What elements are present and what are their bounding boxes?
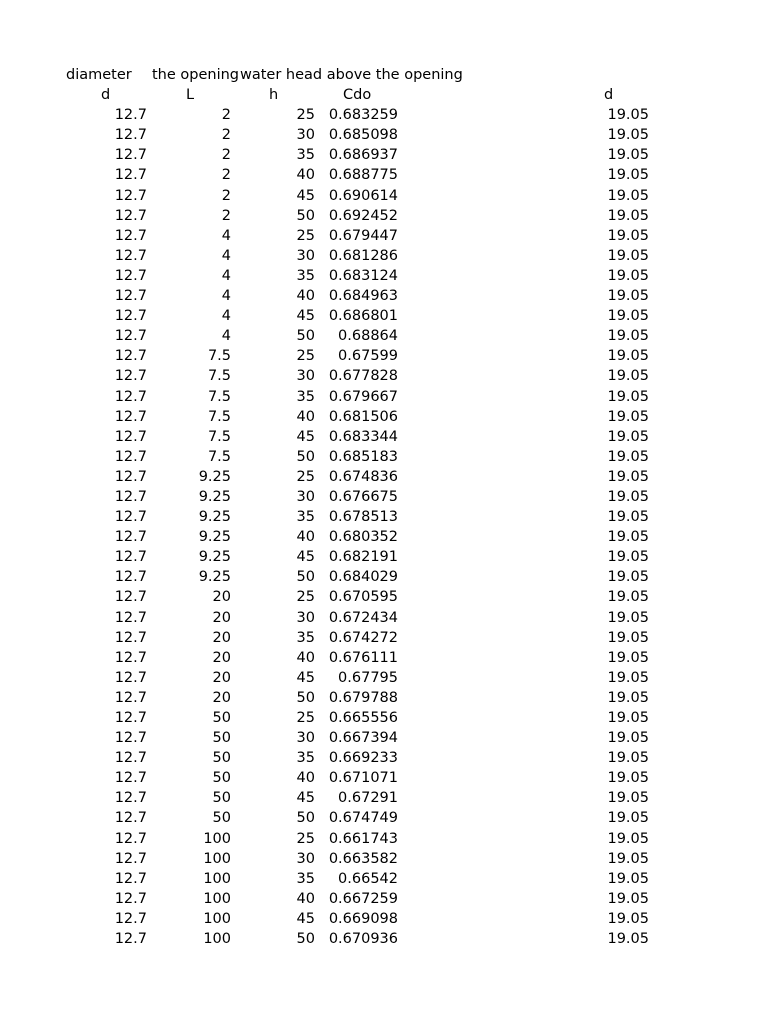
cell-d2: 19.05 <box>607 509 649 526</box>
cell-d: 12.7 <box>114 609 147 626</box>
cell-cdo: 0.68864 <box>338 328 398 345</box>
table-row <box>0 105 768 125</box>
cell-cdo: 0.669233 <box>328 750 398 767</box>
cell-L: 2 <box>221 107 231 124</box>
cell-d: 12.7 <box>114 569 147 586</box>
cell-L: 2 <box>221 127 231 144</box>
cell-d: 12.7 <box>114 328 147 345</box>
header-h: h <box>269 87 279 104</box>
cell-h: 30 <box>296 850 315 867</box>
cell-d2: 19.05 <box>607 187 649 204</box>
cell-h: 45 <box>296 187 315 204</box>
cell-d2: 19.05 <box>607 931 649 948</box>
cell-d: 12.7 <box>114 710 147 726</box>
cell-h: 35 <box>296 870 315 887</box>
table-row <box>0 547 768 567</box>
data-rows <box>0 105 768 949</box>
table-row <box>0 567 768 587</box>
cell-L: 50 <box>212 750 231 767</box>
cell-d: 12.7 <box>114 388 147 405</box>
cell-cdo: 0.676675 <box>328 488 398 505</box>
table-row <box>0 849 768 869</box>
cell-d2: 19.05 <box>607 870 649 887</box>
cell-d2: 19.05 <box>607 850 649 867</box>
table-row <box>0 346 768 366</box>
cell-L: 2 <box>221 187 231 204</box>
table-row <box>0 467 768 487</box>
cell-cdo: 0.684029 <box>328 569 398 586</box>
cell-cdo: 0.672434 <box>328 609 398 626</box>
table-row <box>0 427 768 447</box>
header-d2: d <box>604 87 614 104</box>
header-opening: the opening <box>152 67 240 83</box>
cell-cdo: 0.671071 <box>328 770 398 787</box>
cell-h: 50 <box>296 448 315 465</box>
cell-cdo: 0.681506 <box>328 408 398 425</box>
cell-cdo: 0.67291 <box>338 790 398 807</box>
cell-d: 12.7 <box>114 428 147 445</box>
table-row <box>0 165 768 185</box>
cell-cdo: 0.683124 <box>328 267 398 284</box>
cell-h: 30 <box>296 730 315 747</box>
cell-L: 100 <box>203 890 231 907</box>
cell-L: 20 <box>212 629 231 646</box>
table-row <box>0 788 768 808</box>
cell-L: 7.5 <box>207 348 231 365</box>
cell-d: 12.7 <box>114 549 147 566</box>
cell-d2: 19.05 <box>607 368 649 385</box>
cell-L: 4 <box>221 328 231 345</box>
cell-d: 12.7 <box>114 348 147 365</box>
cell-cdo: 0.667394 <box>328 730 398 747</box>
cell-L: 4 <box>221 247 231 264</box>
cell-d: 12.7 <box>114 910 147 927</box>
header-L: L <box>186 87 195 104</box>
cell-d: 12.7 <box>114 810 147 827</box>
cell-L: 2 <box>221 147 231 164</box>
cell-d: 12.7 <box>114 247 147 264</box>
cell-L: 4 <box>221 288 231 305</box>
cell-h: 25 <box>296 107 315 124</box>
cell-d2: 19.05 <box>607 428 649 445</box>
table-row <box>0 587 768 607</box>
cell-d: 12.7 <box>114 408 147 425</box>
cell-L: 2 <box>221 167 231 184</box>
cell-d2: 19.05 <box>607 267 649 284</box>
cell-cdo: 0.688775 <box>328 167 398 184</box>
cell-h: 50 <box>296 328 315 345</box>
cell-h: 40 <box>296 529 315 546</box>
cell-cdo: 0.670595 <box>328 589 398 606</box>
cell-L: 7.5 <box>207 448 231 465</box>
table-row <box>0 387 768 407</box>
cell-cdo: 0.661743 <box>328 830 398 847</box>
cell-h: 30 <box>296 368 315 385</box>
table-row <box>0 628 768 648</box>
cell-L: 100 <box>203 870 231 887</box>
table-row <box>0 226 768 246</box>
table-row <box>0 889 768 909</box>
cell-d: 12.7 <box>114 529 147 546</box>
cell-cdo: 0.682191 <box>328 549 398 566</box>
cell-cdo: 0.681286 <box>328 247 398 264</box>
cell-d2: 19.05 <box>607 730 649 747</box>
header-diameter: diameter <box>66 67 132 83</box>
cell-d: 12.7 <box>114 127 147 144</box>
cell-cdo: 0.685098 <box>328 127 398 144</box>
table-row <box>0 407 768 427</box>
header-row-1 <box>0 65 768 85</box>
cell-d: 12.7 <box>114 770 147 787</box>
cell-d: 12.7 <box>114 870 147 887</box>
cell-d: 12.7 <box>114 689 147 706</box>
cell-L: 50 <box>212 730 231 747</box>
cell-h: 50 <box>296 569 315 586</box>
cell-d2: 19.05 <box>607 288 649 305</box>
cell-cdo: 0.66542 <box>338 870 398 887</box>
table-row <box>0 266 768 286</box>
cell-h: 25 <box>296 468 315 485</box>
table-row <box>0 507 768 527</box>
cell-d2: 19.05 <box>607 609 649 626</box>
data-sheet <box>0 65 768 949</box>
cell-cdo: 0.674749 <box>328 810 398 827</box>
table-row <box>0 145 768 165</box>
cell-cdo: 0.663582 <box>328 850 398 867</box>
cell-h: 25 <box>296 830 315 847</box>
cell-cdo: 0.67795 <box>338 669 398 686</box>
cell-d: 12.7 <box>114 288 147 305</box>
cell-d2: 19.05 <box>607 810 649 827</box>
cell-d2: 19.05 <box>607 127 649 144</box>
cell-cdo: 0.674836 <box>328 468 398 485</box>
cell-cdo: 0.677828 <box>328 368 398 385</box>
cell-d: 12.7 <box>114 368 147 385</box>
cell-d2: 19.05 <box>607 669 649 686</box>
cell-d2: 19.05 <box>607 710 649 726</box>
cell-d: 12.7 <box>114 308 147 325</box>
cell-d2: 19.05 <box>607 529 649 546</box>
table-row <box>0 306 768 326</box>
cell-cdo: 0.685183 <box>328 448 398 465</box>
table-row <box>0 206 768 226</box>
cell-d: 12.7 <box>114 167 147 184</box>
cell-d2: 19.05 <box>607 308 649 325</box>
cell-h: 30 <box>296 127 315 144</box>
cell-L: 4 <box>221 227 231 244</box>
cell-d2: 19.05 <box>607 468 649 485</box>
cell-h: 45 <box>296 790 315 807</box>
table-row <box>0 186 768 206</box>
cell-h: 30 <box>296 247 315 264</box>
table-row <box>0 808 768 828</box>
cell-d2: 19.05 <box>607 227 649 244</box>
table-row <box>0 527 768 547</box>
cell-L: 100 <box>203 931 231 948</box>
cell-d2: 19.05 <box>607 629 649 646</box>
cell-L: 50 <box>212 810 231 827</box>
cell-cdo: 0.670936 <box>328 931 398 948</box>
table-row <box>0 366 768 386</box>
table-row <box>0 929 768 949</box>
cell-d: 12.7 <box>114 830 147 847</box>
cell-d: 12.7 <box>114 207 147 224</box>
cell-cdo: 0.683344 <box>328 428 398 445</box>
cell-L: 100 <box>203 850 231 867</box>
cell-h: 40 <box>296 408 315 425</box>
cell-d: 12.7 <box>114 669 147 686</box>
cell-L: 7.5 <box>207 428 231 445</box>
cell-h: 50 <box>296 931 315 948</box>
cell-cdo: 0.680352 <box>328 529 398 546</box>
cell-cdo: 0.679447 <box>328 227 398 244</box>
header-cdo: Cdo <box>343 87 372 104</box>
cell-d: 12.7 <box>114 147 147 164</box>
table-row <box>0 608 768 628</box>
cell-L: 100 <box>203 910 231 927</box>
cell-d: 12.7 <box>114 509 147 526</box>
table-row <box>0 487 768 507</box>
table-row <box>0 648 768 668</box>
cell-h: 40 <box>296 770 315 787</box>
cell-cdo: 0.690614 <box>328 187 398 204</box>
cell-d: 12.7 <box>114 750 147 767</box>
cell-d2: 19.05 <box>607 388 649 405</box>
table-row <box>0 668 768 688</box>
cell-cdo: 0.665556 <box>328 710 398 726</box>
cell-L: 50 <box>212 770 231 787</box>
cell-h: 50 <box>296 810 315 827</box>
cell-d: 12.7 <box>114 187 147 204</box>
cell-h: 40 <box>296 649 315 666</box>
cell-d2: 19.05 <box>607 107 649 124</box>
cell-h: 35 <box>296 388 315 405</box>
table-row <box>0 125 768 145</box>
cell-L: 4 <box>221 308 231 325</box>
cell-d2: 19.05 <box>607 890 649 907</box>
cell-d: 12.7 <box>114 629 147 646</box>
cell-h: 40 <box>296 167 315 184</box>
cell-L: 9.25 <box>198 529 231 546</box>
cell-d: 12.7 <box>114 790 147 807</box>
cell-L: 20 <box>212 609 231 626</box>
cell-L: 20 <box>212 649 231 666</box>
cell-d2: 19.05 <box>607 448 649 465</box>
cell-L: 50 <box>212 790 231 807</box>
cell-d2: 19.05 <box>607 207 649 224</box>
cell-L: 20 <box>212 669 231 686</box>
table-row <box>0 869 768 889</box>
cell-h: 25 <box>296 710 315 726</box>
cell-d2: 19.05 <box>607 247 649 264</box>
cell-h: 45 <box>296 428 315 445</box>
cell-d: 12.7 <box>114 267 147 284</box>
cell-L: 7.5 <box>207 368 231 385</box>
cell-cdo: 0.686937 <box>328 147 398 164</box>
table-row <box>0 909 768 929</box>
cell-h: 35 <box>296 509 315 526</box>
cell-L: 2 <box>221 207 231 224</box>
cell-cdo: 0.67599 <box>338 348 398 365</box>
cell-h: 45 <box>296 308 315 325</box>
cell-d: 12.7 <box>114 488 147 505</box>
cell-d: 12.7 <box>114 107 147 124</box>
header-d: d <box>101 87 111 104</box>
cell-h: 50 <box>296 207 315 224</box>
cell-cdo: 0.676111 <box>328 649 398 666</box>
table-row <box>0 708 768 728</box>
cell-h: 35 <box>296 267 315 284</box>
header-water-head: water head above the opening <box>240 67 463 83</box>
cell-d2: 19.05 <box>607 589 649 606</box>
cell-h: 35 <box>296 147 315 164</box>
table-row <box>0 688 768 708</box>
cell-h: 40 <box>296 288 315 305</box>
cell-cdo: 0.678513 <box>328 509 398 526</box>
cell-d2: 19.05 <box>607 408 649 425</box>
cell-h: 25 <box>296 227 315 244</box>
table-row <box>0 447 768 467</box>
cell-h: 45 <box>296 669 315 686</box>
cell-cdo: 0.679788 <box>328 689 398 706</box>
cell-d2: 19.05 <box>607 167 649 184</box>
cell-h: 35 <box>296 750 315 767</box>
cell-h: 30 <box>296 488 315 505</box>
cell-L: 20 <box>212 589 231 606</box>
cell-d: 12.7 <box>114 448 147 465</box>
cell-d2: 19.05 <box>607 689 649 706</box>
cell-d2: 19.05 <box>607 348 649 365</box>
cell-h: 40 <box>296 890 315 907</box>
cell-h: 35 <box>296 629 315 646</box>
table-row <box>0 829 768 849</box>
cell-L: 100 <box>203 830 231 847</box>
cell-d: 12.7 <box>114 589 147 606</box>
cell-d: 12.7 <box>114 890 147 907</box>
cell-d2: 19.05 <box>607 770 649 787</box>
cell-d2: 19.05 <box>607 910 649 927</box>
cell-L: 9.25 <box>198 569 231 586</box>
cell-h: 45 <box>296 549 315 566</box>
cell-d: 12.7 <box>114 850 147 867</box>
cell-h: 25 <box>296 348 315 365</box>
table-row <box>0 748 768 768</box>
cell-L: 9.25 <box>198 549 231 566</box>
cell-cdo: 0.667259 <box>328 890 398 907</box>
cell-d2: 19.05 <box>607 649 649 666</box>
table-row <box>0 728 768 748</box>
cell-L: 9.25 <box>198 488 231 505</box>
cell-cdo: 0.684963 <box>328 288 398 305</box>
cell-h: 45 <box>296 910 315 927</box>
table-row <box>0 286 768 306</box>
cell-d: 12.7 <box>114 730 147 747</box>
cell-d2: 19.05 <box>607 830 649 847</box>
cell-d2: 19.05 <box>607 790 649 807</box>
cell-d2: 19.05 <box>607 549 649 566</box>
cell-cdo: 0.669098 <box>328 910 398 927</box>
cell-cdo: 0.686801 <box>328 308 398 325</box>
cell-L: 4 <box>221 267 231 284</box>
cell-d2: 19.05 <box>607 147 649 164</box>
cell-L: 20 <box>212 689 231 706</box>
table-row <box>0 246 768 266</box>
cell-L: 7.5 <box>207 388 231 405</box>
cell-d2: 19.05 <box>607 750 649 767</box>
cell-d2: 19.05 <box>607 328 649 345</box>
cell-d2: 19.05 <box>607 488 649 505</box>
table-row <box>0 326 768 346</box>
cell-d: 12.7 <box>114 931 147 948</box>
cell-d: 12.7 <box>114 649 147 666</box>
cell-d2: 19.05 <box>607 569 649 586</box>
cell-h: 50 <box>296 689 315 706</box>
cell-cdo: 0.683259 <box>328 107 398 124</box>
cell-h: 25 <box>296 589 315 606</box>
header-row-2 <box>0 85 768 105</box>
cell-L: 9.25 <box>198 468 231 485</box>
cell-d: 12.7 <box>114 227 147 244</box>
cell-cdo: 0.674272 <box>328 629 398 646</box>
cell-h: 30 <box>296 609 315 626</box>
cell-d: 12.7 <box>114 468 147 485</box>
cell-cdo: 0.692452 <box>328 207 398 224</box>
cell-L: 7.5 <box>207 408 231 425</box>
cell-L: 9.25 <box>198 509 231 526</box>
cell-cdo: 0.679667 <box>328 388 398 405</box>
table-row <box>0 768 768 788</box>
cell-L: 50 <box>212 710 231 726</box>
